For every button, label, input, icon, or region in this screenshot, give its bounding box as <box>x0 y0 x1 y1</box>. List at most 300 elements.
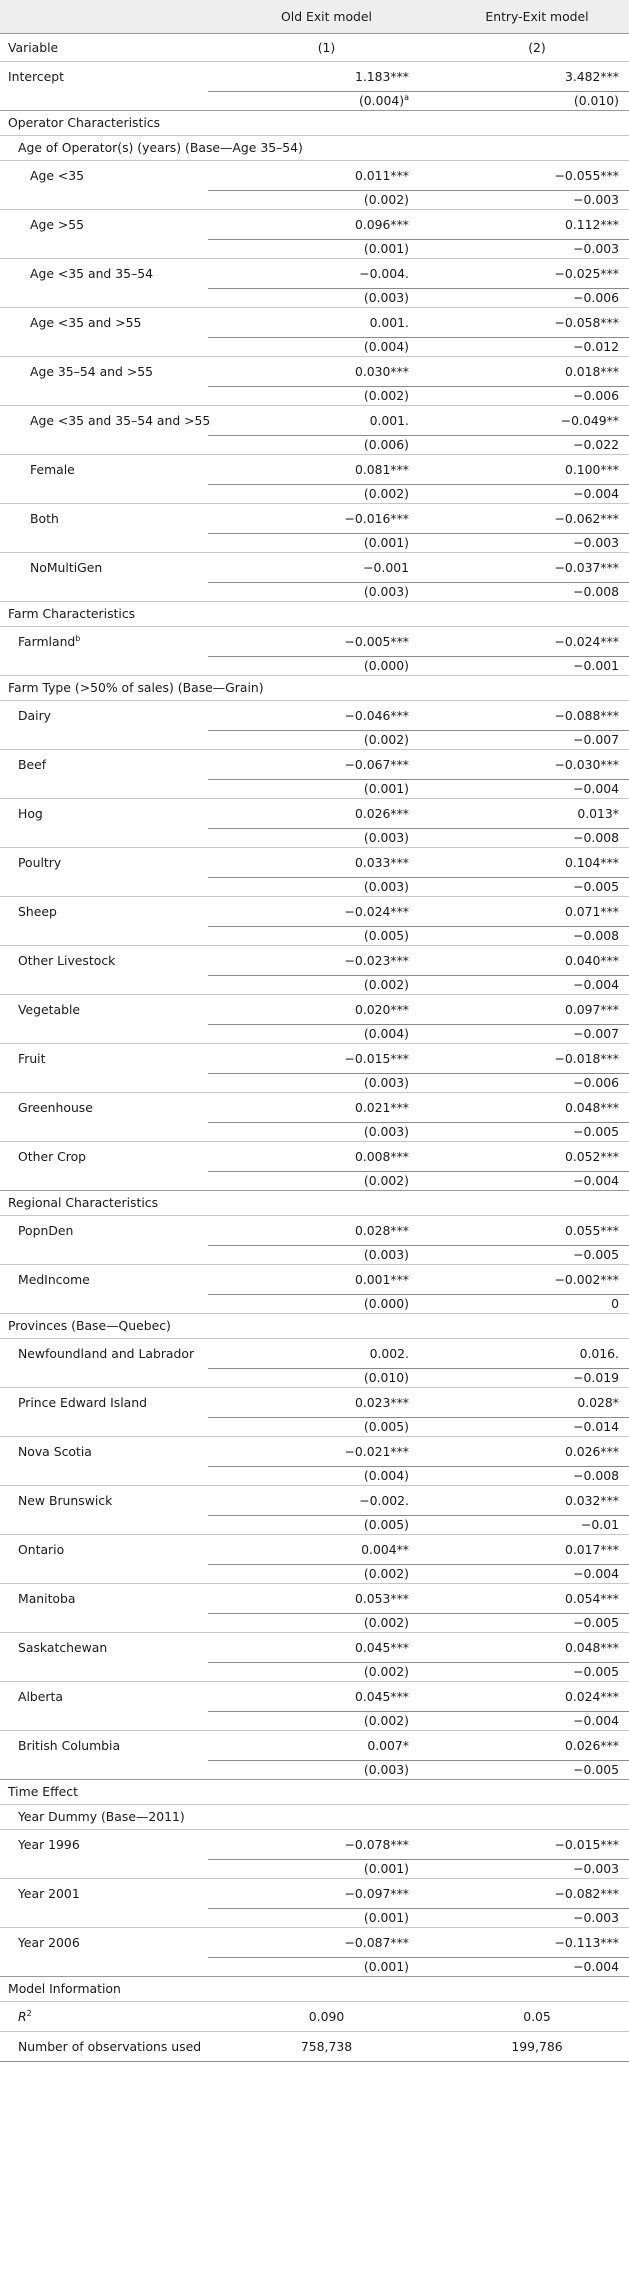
label-ontario: Ontario <box>18 1541 65 1557</box>
coef-old-age-35-and-35-54-and-55: 0.001. <box>208 405 419 435</box>
row-farmland <box>0 626 629 656</box>
coef-entry-year-1996: −0.015*** <box>419 1829 629 1859</box>
se-old-age-35: (0.002) <box>363 192 409 207</box>
se-entry-prince-edward-island: −0.014 <box>573 1419 619 1434</box>
section-farm-label: Farm Characteristics <box>8 606 136 621</box>
coef-old-nova-scotia: −0.021*** <box>208 1436 419 1466</box>
label-hog: Hog <box>18 805 43 821</box>
observations-old: 758,738 <box>300 2038 353 2054</box>
se-blank-nomultigen <box>0 582 208 601</box>
se-old-prince-edward-island: (0.005) <box>363 1419 409 1434</box>
label-alberta: Alberta <box>18 1688 63 1704</box>
section-time <box>0 1779 629 1804</box>
row-poultry <box>0 847 629 877</box>
se-old-nova-scotia: (0.004) <box>363 1468 409 1483</box>
label-year-2001: Year 2001 <box>18 1885 80 1901</box>
row-prince-edward-island <box>0 1387 629 1417</box>
se-row-sheep <box>0 926 629 945</box>
subsection-provinces <box>0 1313 629 1338</box>
se-old-age-35-54-and-55: (0.002) <box>363 388 409 403</box>
coef-old-manitoba: 0.053*** <box>208 1583 419 1613</box>
coef-old-age-35-and-35-54: −0.004. <box>208 258 419 288</box>
se-blank-year-1996 <box>0 1859 208 1878</box>
se-blank-saskatchewan <box>0 1662 208 1681</box>
se-blank-other-livestock <box>0 975 208 994</box>
variable-row <box>0 33 629 61</box>
se-blank-medincome <box>0 1294 208 1313</box>
se-blank-poultry <box>0 877 208 896</box>
se-old-beef: (0.001) <box>363 781 409 796</box>
se-row-female <box>0 484 629 503</box>
header-entry-exit-model: Entry-Exit model <box>419 0 629 33</box>
intercept-row <box>0 61 629 91</box>
se-row-year-2001 <box>0 1908 629 1927</box>
label-r-squared <box>0 2001 208 2031</box>
se-entry-beef: −0.004 <box>573 781 619 796</box>
row-age-55 <box>0 209 629 239</box>
se-blank-farmland <box>0 656 208 675</box>
se-entry-sheep: −0.008 <box>573 928 619 943</box>
r-squared-exponent: 2 <box>26 2008 32 2018</box>
coef-entry-poultry: 0.104*** <box>419 847 629 877</box>
row-manitoba <box>0 1583 629 1613</box>
coef-entry-fruit: −0.018*** <box>419 1043 629 1073</box>
se-old-year-1996: (0.001) <box>363 1861 409 1876</box>
label-age-35: Age <35 <box>30 167 85 183</box>
coef-old-popnden: 0.028*** <box>208 1215 419 1245</box>
header-old-exit-model: Old Exit model <box>208 0 419 33</box>
label-popnden: PopnDen <box>18 1222 74 1238</box>
label-medincome: MedIncome <box>18 1271 90 1287</box>
se-old-dairy: (0.002) <box>363 732 409 747</box>
intercept-coef-1: 1.183*** <box>208 61 419 91</box>
se-blank-dairy <box>0 730 208 749</box>
label-nova-scotia: Nova Scotia <box>18 1443 92 1459</box>
variable-label: Variable <box>8 39 59 55</box>
label-age-35-and-55: Age <35 and >55 <box>30 314 142 330</box>
se-row-age-35-54-and-55 <box>0 386 629 405</box>
se-blank-beef <box>0 779 208 798</box>
coef-old-hog: 0.026*** <box>208 798 419 828</box>
coef-old-saskatchewan: 0.045*** <box>208 1632 419 1662</box>
r-squared-symbol: R <box>18 2008 27 2024</box>
row-vegetable <box>0 994 629 1024</box>
se-row-nova-scotia <box>0 1466 629 1485</box>
coef-old-other-crop: 0.008*** <box>208 1141 419 1171</box>
row-greenhouse <box>0 1092 629 1122</box>
se-blank-both <box>0 533 208 552</box>
subsection-provinces-label: Provinces (Base—Quebec) <box>8 1318 171 1333</box>
coef-entry-year-2006: −0.113*** <box>419 1927 629 1957</box>
se-row-farmland <box>0 656 629 675</box>
se-entry-vegetable: −0.007 <box>573 1026 619 1041</box>
subsection-farm-type-label: Farm Type (>50% of sales) (Base—Grain) <box>8 680 264 695</box>
label-fruit: Fruit <box>18 1050 46 1066</box>
row-r-squared <box>0 2001 629 2031</box>
coef-entry-other-livestock: 0.040*** <box>419 945 629 975</box>
se-row-vegetable <box>0 1024 629 1043</box>
se-blank-alberta <box>0 1711 208 1730</box>
label-manitoba: Manitoba <box>18 1590 76 1606</box>
label-observations: Number of observations used <box>18 2038 202 2054</box>
se-old-poultry: (0.003) <box>363 879 409 894</box>
se-old-age-35-and-35-54-and-55: (0.006) <box>363 437 409 452</box>
se-entry-nomultigen: −0.008 <box>573 584 619 599</box>
row-both <box>0 503 629 533</box>
se-row-prince-edward-island <box>0 1417 629 1436</box>
coef-old-age-35-54-and-55: 0.030*** <box>208 356 419 386</box>
coef-entry-sheep: 0.071*** <box>419 896 629 926</box>
se-entry-medincome: 0 <box>611 1296 619 1311</box>
se-old-new-brunswick: (0.005) <box>363 1517 409 1532</box>
coef-entry-age-35-and-35-54-and-55: −0.049** <box>419 405 629 435</box>
coef-old-greenhouse: 0.021*** <box>208 1092 419 1122</box>
se-old-age-35-and-35-54: (0.003) <box>363 290 409 305</box>
coef-old-year-1996: −0.078*** <box>208 1829 419 1859</box>
row-year-2006 <box>0 1927 629 1957</box>
se-blank-fruit <box>0 1073 208 1092</box>
se-blank-vegetable <box>0 1024 208 1043</box>
coef-old-dairy: −0.046*** <box>208 700 419 730</box>
se-blank-age-55 <box>0 239 208 258</box>
se-row-age-35-and-35-54 <box>0 288 629 307</box>
row-british-columbia <box>0 1730 629 1760</box>
subsection-year-dummy-label: Year Dummy (Base—2011) <box>18 1809 185 1824</box>
coef-old-year-2006: −0.087*** <box>208 1927 419 1957</box>
se-old-other-crop: (0.002) <box>363 1173 409 1188</box>
row-nomultigen <box>0 552 629 582</box>
label-sheep: Sheep <box>18 903 57 919</box>
section-regional-label: Regional Characteristics <box>8 1195 159 1210</box>
se-old-alberta: (0.002) <box>363 1713 409 1728</box>
se-row-fruit <box>0 1073 629 1092</box>
coef-old-prince-edward-island: 0.023*** <box>208 1387 419 1417</box>
coef-entry-nova-scotia: 0.026*** <box>419 1436 629 1466</box>
coef-old-beef: −0.067*** <box>208 749 419 779</box>
label-both: Both <box>30 510 59 526</box>
coef-old-ontario: 0.004** <box>208 1534 419 1564</box>
se-row-greenhouse <box>0 1122 629 1141</box>
se-blank-popnden <box>0 1245 208 1264</box>
row-saskatchewan <box>0 1632 629 1662</box>
se-row-age-35-and-55 <box>0 337 629 356</box>
row-age-35-and-55 <box>0 307 629 337</box>
row-age-35-and-35-54-and-55 <box>0 405 629 435</box>
row-year-2001 <box>0 1878 629 1908</box>
se-row-medincome <box>0 1294 629 1313</box>
label-nomultigen: NoMultiGen <box>30 559 103 575</box>
coef-entry-female: 0.100*** <box>419 454 629 484</box>
label-other-livestock: Other Livestock <box>18 952 116 968</box>
coef-entry-greenhouse: 0.048*** <box>419 1092 629 1122</box>
coef-entry-hog: 0.013* <box>419 798 629 828</box>
coef-old-alberta: 0.045*** <box>208 1681 419 1711</box>
row-ontario <box>0 1534 629 1564</box>
se-old-newfoundland-and-labrador: (0.010) <box>363 1370 409 1385</box>
se-entry-age-55: −0.003 <box>573 241 619 256</box>
coef-entry-other-crop: 0.052*** <box>419 1141 629 1171</box>
se-entry-female: −0.004 <box>573 486 619 501</box>
se-old-hog: (0.003) <box>363 830 409 845</box>
se-row-saskatchewan <box>0 1662 629 1681</box>
se-blank-female <box>0 484 208 503</box>
coef-old-vegetable: 0.020*** <box>208 994 419 1024</box>
coef-entry-prince-edward-island: 0.028* <box>419 1387 629 1417</box>
se-row-both <box>0 533 629 552</box>
se-row-other-livestock <box>0 975 629 994</box>
se-blank-newfoundland-and-labrador <box>0 1368 208 1387</box>
coef-entry-dairy: −0.088*** <box>419 700 629 730</box>
section-operator-label: Operator Characteristics <box>8 115 161 130</box>
coef-entry-british-columbia: 0.026*** <box>419 1730 629 1760</box>
variable-col1: (1) <box>317 39 336 55</box>
label-farmland-text: Farmland <box>18 633 76 649</box>
coef-old-female: 0.081*** <box>208 454 419 484</box>
se-entry-saskatchewan: −0.005 <box>573 1664 619 1679</box>
label-year-2006: Year 2006 <box>18 1934 80 1950</box>
label-age-35-and-35-54: Age <35 and 35–54 <box>30 265 153 281</box>
label-beef: Beef <box>18 756 47 772</box>
se-row-age-35 <box>0 190 629 209</box>
se-row-new-brunswick <box>0 1515 629 1534</box>
se-entry-other-livestock: −0.004 <box>573 977 619 992</box>
se-blank-other-crop <box>0 1171 208 1190</box>
se-entry-age-35-and-35-54: −0.006 <box>573 290 619 305</box>
se-old-vegetable: (0.004) <box>363 1026 409 1041</box>
header-row <box>0 0 629 33</box>
subsection-year-dummy <box>0 1804 629 1829</box>
se-blank-british-columbia <box>0 1760 208 1779</box>
label-year-1996: Year 1996 <box>18 1836 80 1852</box>
coef-old-newfoundland-and-labrador: 0.002. <box>208 1338 419 1368</box>
coef-old-age-35-and-55: 0.001. <box>208 307 419 337</box>
se-old-british-columbia: (0.003) <box>363 1762 409 1777</box>
row-alberta <box>0 1681 629 1711</box>
se-row-alberta <box>0 1711 629 1730</box>
se-old-saskatchewan: (0.002) <box>363 1664 409 1679</box>
se-entry-both: −0.003 <box>573 535 619 550</box>
label-british-columbia: British Columbia <box>18 1737 121 1753</box>
row-age-35 <box>0 160 629 190</box>
se-blank-ontario <box>0 1564 208 1583</box>
row-other-livestock <box>0 945 629 975</box>
se-entry-age-35-and-35-54-and-55: −0.022 <box>573 437 619 452</box>
coef-old-sheep: −0.024*** <box>208 896 419 926</box>
row-observations <box>0 2031 629 2061</box>
row-new-brunswick <box>0 1485 629 1515</box>
coef-entry-age-55: 0.112*** <box>419 209 629 239</box>
coef-old-medincome: 0.001*** <box>208 1264 419 1294</box>
coef-old-poultry: 0.033*** <box>208 847 419 877</box>
r-squared-entry: 0.05 <box>523 2008 551 2024</box>
coef-entry-age-35-and-35-54: −0.025*** <box>419 258 629 288</box>
se-entry-age-35-54-and-55: −0.006 <box>573 388 619 403</box>
se-row-hog <box>0 828 629 847</box>
section-farm <box>0 601 629 626</box>
se-old-both: (0.001) <box>363 535 409 550</box>
coef-old-other-livestock: −0.023*** <box>208 945 419 975</box>
se-old-age-35-and-55: (0.004) <box>363 339 409 354</box>
coef-old-fruit: −0.015*** <box>208 1043 419 1073</box>
intercept-se-1-value: (0.004) <box>358 93 405 108</box>
coef-entry-popnden: 0.055*** <box>419 1215 629 1245</box>
row-year-1996 <box>0 1829 629 1859</box>
intercept-se-row <box>0 91 629 110</box>
label-saskatchewan: Saskatchewan <box>18 1639 108 1655</box>
se-entry-popnden: −0.005 <box>573 1247 619 1262</box>
se-entry-british-columbia: −0.005 <box>573 1762 619 1777</box>
se-old-manitoba: (0.002) <box>363 1615 409 1630</box>
intercept-se-1 <box>208 91 419 110</box>
coef-old-year-2001: −0.097*** <box>208 1878 419 1908</box>
coef-entry-new-brunswick: 0.032*** <box>419 1485 629 1515</box>
se-entry-hog: −0.008 <box>573 830 619 845</box>
coef-entry-age-35-and-55: −0.058*** <box>419 307 629 337</box>
se-row-ontario <box>0 1564 629 1583</box>
se-entry-dairy: −0.007 <box>573 732 619 747</box>
se-blank-sheep <box>0 926 208 945</box>
se-row-newfoundland-and-labrador <box>0 1368 629 1387</box>
se-entry-new-brunswick: −0.01 <box>581 1517 619 1532</box>
section-model <box>0 1976 629 2001</box>
coef-entry-year-2001: −0.082*** <box>419 1878 629 1908</box>
se-blank-manitoba <box>0 1613 208 1632</box>
row-medincome <box>0 1264 629 1294</box>
section-model-label: Model Information <box>8 1981 121 1996</box>
se-row-manitoba <box>0 1613 629 1632</box>
se-row-beef <box>0 779 629 798</box>
row-female <box>0 454 629 484</box>
se-entry-age-35: −0.003 <box>573 192 619 207</box>
coef-entry-vegetable: 0.097*** <box>419 994 629 1024</box>
se-old-farmland: (0.000) <box>363 658 409 673</box>
se-old-other-livestock: (0.002) <box>363 977 409 992</box>
row-popnden <box>0 1215 629 1245</box>
label-age-35-54-and-55: Age 35–54 and >55 <box>30 363 153 379</box>
se-row-other-crop <box>0 1171 629 1190</box>
coef-entry-ontario: 0.017*** <box>419 1534 629 1564</box>
se-blank-age-35-and-35-54 <box>0 288 208 307</box>
se-blank-year-2006 <box>0 1957 208 1976</box>
section-regional <box>0 1190 629 1215</box>
se-row-poultry <box>0 877 629 896</box>
coef-entry-medincome: −0.002*** <box>419 1264 629 1294</box>
row-hog <box>0 798 629 828</box>
se-blank-greenhouse <box>0 1122 208 1141</box>
se-row-nomultigen <box>0 582 629 601</box>
footnote-a-marker: a <box>404 92 409 102</box>
se-row-year-2006 <box>0 1957 629 1976</box>
coef-old-both: −0.016*** <box>208 503 419 533</box>
se-blank-hog <box>0 828 208 847</box>
se-row-british-columbia <box>0 1760 629 1779</box>
row-sheep <box>0 896 629 926</box>
se-row-year-1996 <box>0 1859 629 1878</box>
se-row-dairy <box>0 730 629 749</box>
coef-entry-saskatchewan: 0.048*** <box>419 1632 629 1662</box>
label-newfoundland-and-labrador: Newfoundland and Labrador <box>18 1345 195 1361</box>
se-entry-year-2006: −0.004 <box>573 1959 619 1974</box>
label-poultry: Poultry <box>18 854 62 870</box>
se-old-sheep: (0.005) <box>363 928 409 943</box>
coef-old-age-55: 0.096*** <box>208 209 419 239</box>
se-old-year-2006: (0.001) <box>363 1959 409 1974</box>
coef-entry-newfoundland-and-labrador: 0.016. <box>419 1338 629 1368</box>
header-blank <box>0 0 208 33</box>
intercept-se-blank <box>0 91 208 110</box>
label-vegetable: Vegetable <box>18 1001 81 1017</box>
se-old-year-2001: (0.001) <box>363 1910 409 1925</box>
label-age-55: Age >55 <box>30 216 85 232</box>
se-old-age-55: (0.001) <box>363 241 409 256</box>
se-entry-greenhouse: −0.005 <box>573 1124 619 1139</box>
se-blank-age-35-and-35-54-and-55 <box>0 435 208 454</box>
row-other-crop <box>0 1141 629 1171</box>
label-greenhouse: Greenhouse <box>18 1099 93 1115</box>
se-old-female: (0.002) <box>363 486 409 501</box>
se-blank-prince-edward-island <box>0 1417 208 1436</box>
coef-old-nomultigen: −0.001 <box>208 552 419 582</box>
se-old-fruit: (0.003) <box>363 1075 409 1090</box>
se-entry-age-35-and-55: −0.012 <box>573 339 619 354</box>
table-body <box>0 33 629 2061</box>
subsection-age <box>0 135 629 160</box>
se-blank-age-35-and-55 <box>0 337 208 356</box>
se-entry-year-1996: −0.003 <box>573 1861 619 1876</box>
se-old-greenhouse: (0.003) <box>363 1124 409 1139</box>
se-entry-poultry: −0.005 <box>573 879 619 894</box>
row-age-35-and-35-54 <box>0 258 629 288</box>
r-squared-old: 0.090 <box>308 2008 345 2024</box>
coef-entry-manitoba: 0.054*** <box>419 1583 629 1613</box>
row-fruit <box>0 1043 629 1073</box>
coef-entry-nomultigen: −0.037*** <box>419 552 629 582</box>
se-entry-newfoundland-and-labrador: −0.019 <box>573 1370 619 1385</box>
row-dairy <box>0 700 629 730</box>
se-row-popnden <box>0 1245 629 1264</box>
label-new-brunswick: New Brunswick <box>18 1492 113 1508</box>
section-time-label: Time Effect <box>8 1784 78 1799</box>
row-newfoundland-and-labrador <box>0 1338 629 1368</box>
coef-old-farmland: −0.005*** <box>208 626 419 656</box>
se-entry-ontario: −0.004 <box>573 1566 619 1581</box>
label-dairy: Dairy <box>18 707 52 723</box>
se-entry-year-2001: −0.003 <box>573 1910 619 1925</box>
se-entry-farmland: −0.001 <box>573 658 619 673</box>
intercept-label: Intercept <box>8 68 64 84</box>
label-other-crop: Other Crop <box>18 1148 87 1164</box>
coef-entry-age-35-54-and-55: 0.018*** <box>419 356 629 386</box>
se-blank-new-brunswick <box>0 1515 208 1534</box>
coef-entry-age-35: −0.055*** <box>419 160 629 190</box>
coef-entry-alberta: 0.024*** <box>419 1681 629 1711</box>
se-blank-nova-scotia <box>0 1466 208 1485</box>
subsection-farm-type <box>0 675 629 700</box>
se-entry-nova-scotia: −0.008 <box>573 1468 619 1483</box>
observations-entry: 199,786 <box>511 2038 563 2054</box>
se-old-medincome: (0.000) <box>363 1296 409 1311</box>
intercept-coef-2: 3.482*** <box>419 61 629 91</box>
subsection-age-label: Age of Operator(s) (years) (Base—Age 35–54) <box>18 140 303 155</box>
coef-old-age-35: 0.011*** <box>208 160 419 190</box>
se-entry-alberta: −0.004 <box>573 1713 619 1728</box>
intercept-se-2: (0.010) <box>573 93 619 108</box>
se-row-age-55 <box>0 239 629 258</box>
se-entry-fruit: −0.006 <box>573 1075 619 1090</box>
se-old-nomultigen: (0.003) <box>363 584 409 599</box>
coef-entry-beef: −0.030*** <box>419 749 629 779</box>
se-blank-age-35 <box>0 190 208 209</box>
